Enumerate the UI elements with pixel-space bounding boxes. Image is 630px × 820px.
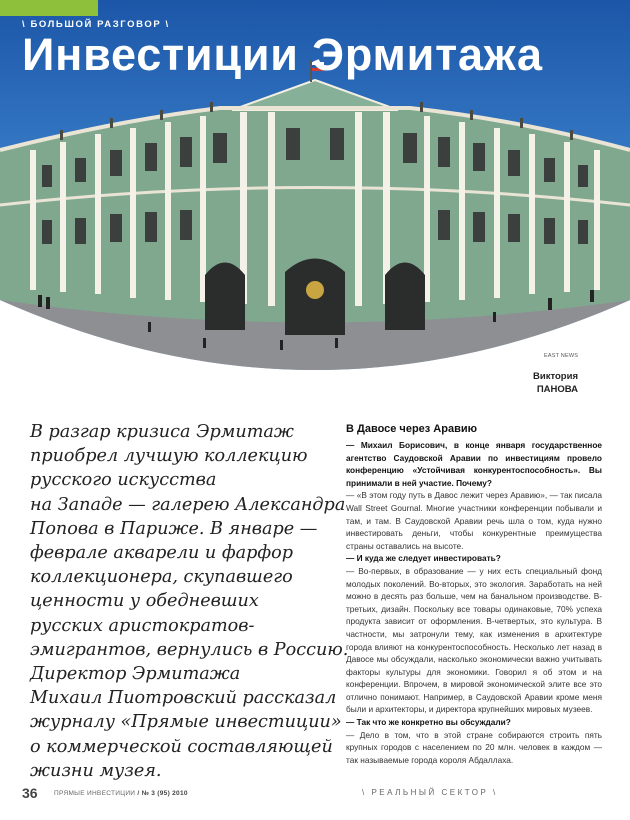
lede-intro xyxy=(30,420,349,783)
interview-question: — Так что же конкретно вы обсуждали? xyxy=(346,717,511,728)
interview-question: — И куда же следует инвестировать? xyxy=(346,553,501,564)
lede-line: русских аристократов- xyxy=(30,615,255,636)
lede-line: Директор Эрмитажа xyxy=(30,664,241,685)
lede-line: эмигрантов, вернулись в Россию. xyxy=(30,639,349,660)
lede-line: Михаил Пиотровский рассказал xyxy=(30,688,337,709)
lede-line: коллекционера, скупавшего xyxy=(30,567,293,588)
interview-answer: — Во-первых, в образование — у них есть специальный фонд молодых поколений. Во-вторых, это экология. Заработать на ней можно в десять раз больше, чем на банальном производстве. В-третьих, дизайн. Поскольку все товары одинаковые, 70% успеха продукта зависит от оформления. В-четвертых, это культура. В частности, мы затронули тему, как изменения в архитектуре города влияют на конкурентоспособность. Несколько лет назад в Давосе мы обсуждали, насколько экономически важно учитывать факторы культуры для экономики. Говорил я об этом и на конференции. Впрочем, в мировой экономической элите все это отлично понимают. Например, в Саудовской Аравии кроме меня были и архитекторы, и директора крупнейших мировых музеев. xyxy=(346,565,602,715)
lede-line: приобрел лучшую коллекцию xyxy=(30,446,308,467)
headline: Инвестиции Эрмитажа xyxy=(22,29,543,80)
author-last-name: ПАНОВА xyxy=(536,384,578,395)
lede-line: жизни музея. xyxy=(30,760,162,781)
section-tag xyxy=(0,0,98,16)
interview-question: — Михаил Борисович, в конце января государственное агентство Саудовской Аравии по инвестициям провело конференцию «Устойчивая конкурентоспособность». Вы принимали в ней участие. Почему? xyxy=(346,440,602,488)
lede-line: В разгар кризиса Эрмитаж xyxy=(30,422,294,442)
author-byline xyxy=(533,370,578,396)
lede-line: русского искусства xyxy=(30,470,217,491)
interview-answer: — Дело в том, что в этой стране собираются строить пять крупных городов с населением по 20 млн. человек в каждом — так называемые города короля Абдаллаха. xyxy=(346,729,602,765)
article-heading: В Давосе через Аравию xyxy=(346,423,478,435)
author-first-name: Виктория xyxy=(533,371,578,382)
lede-line: Попова в Париже. В январе — xyxy=(30,518,318,539)
interview-answer: — «В этом году путь в Давос лежит через Аравию», — так писала Wall Street Gournal. Многие участники конференции побывали и там, и там. В Саудовской Аравии речь шла о том, куда нужно инвестировать деньги, чтобы конкурентные преимущества страны оставались на высоте. xyxy=(346,490,602,551)
lede-line: журналу «Прямые инвестиции» xyxy=(30,712,342,733)
magazine-info xyxy=(54,790,188,797)
lede-line: феврале акварели и фарфор xyxy=(30,543,293,564)
issue-number: / № 3 (95) 2010 xyxy=(137,790,188,797)
lede-line: ценности у обедневших xyxy=(30,591,259,612)
page-number: 36 xyxy=(22,785,38,801)
magazine-name: ПРЯМЫЕ ИНВЕСТИЦИИ xyxy=(54,790,136,797)
photo-credit: EAST NEWS xyxy=(544,353,579,359)
lede-line: на Западе — галерею Александра xyxy=(30,494,346,515)
article-column xyxy=(346,422,602,766)
footer-section-label: \ РЕАЛЬНЫЙ СЕКТОР \ xyxy=(362,788,498,797)
section-label: \ БОЛЬШОЙ РАЗГОВОР \ xyxy=(22,19,170,30)
lede-line: о коммерческой составляющей xyxy=(30,736,333,757)
